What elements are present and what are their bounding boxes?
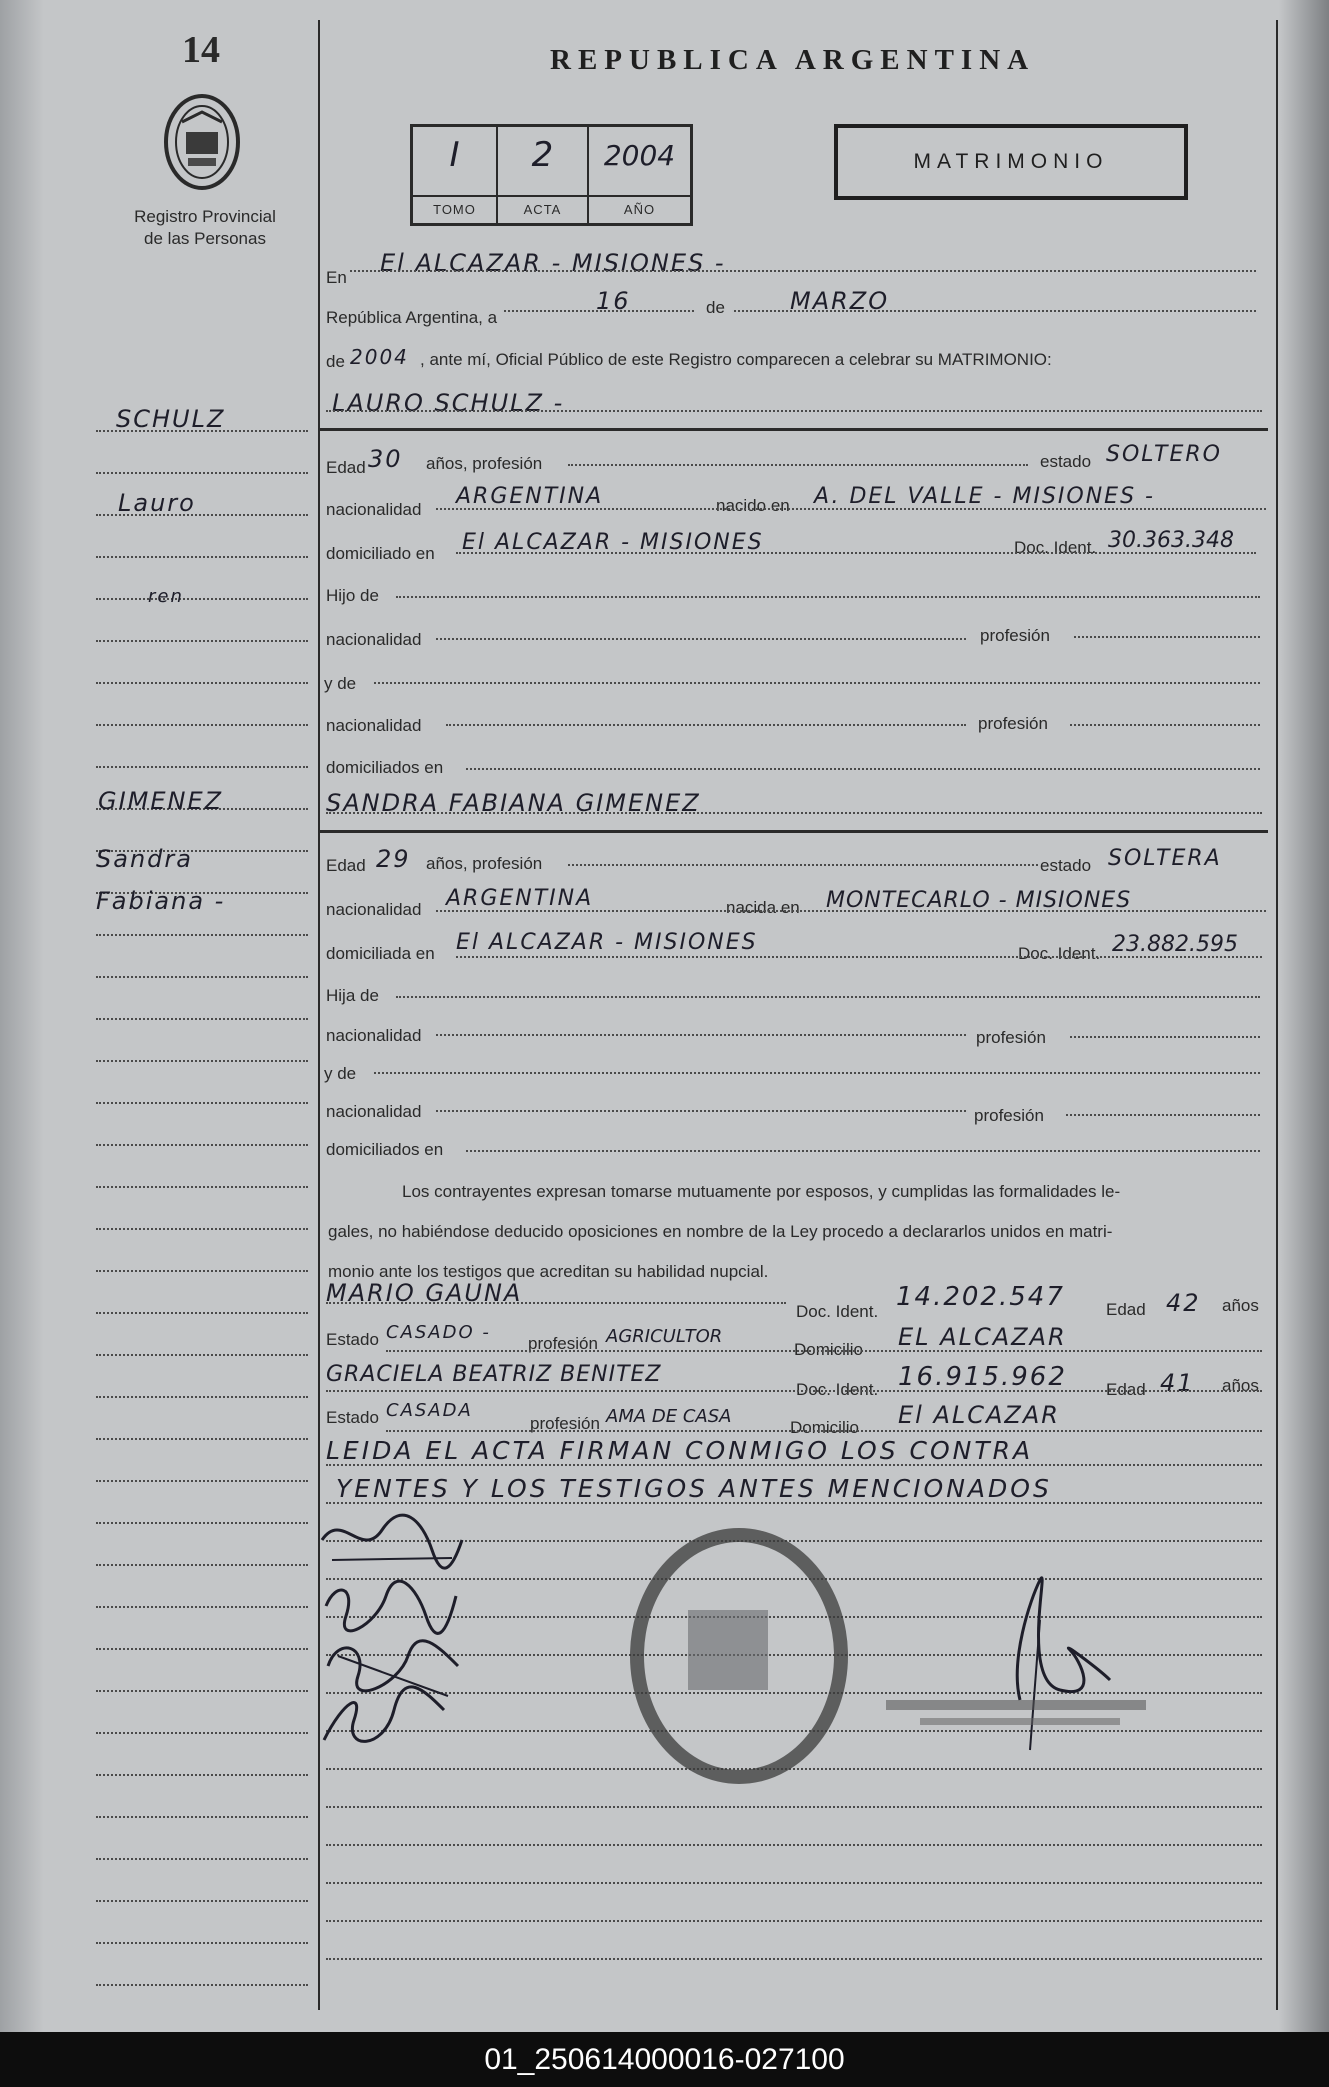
witness2-profession: AMA DE CASA bbox=[606, 1406, 732, 1427]
ano-value: 2004 bbox=[603, 139, 676, 172]
margin-rule bbox=[96, 598, 308, 600]
country-title: REPUBLICA ARGENTINA bbox=[550, 44, 1036, 76]
bride-nacionalidad-label: nacionalidad bbox=[326, 900, 422, 919]
witness2-doc: 16.915.962 bbox=[898, 1362, 1067, 1392]
bride-domicile: El ALCAZAR - MISIONES bbox=[456, 930, 758, 955]
margin-bride-surname: GIMENEZ bbox=[98, 787, 224, 815]
witness1-domicile: EL ALCAZAR bbox=[898, 1323, 1067, 1351]
bride-nac-parent1-label: nacionalidad bbox=[326, 1026, 422, 1045]
acta-label: ACTA bbox=[498, 195, 587, 223]
groom-anos-profesion-label: años, profesión bbox=[426, 454, 543, 473]
groom-profession-line bbox=[568, 464, 1028, 466]
witness1-doc-label: Doc. Ident. bbox=[796, 1302, 879, 1321]
witness2-profesion-label: profesión bbox=[530, 1414, 600, 1433]
bride-domicile-line bbox=[456, 956, 1262, 958]
year-prefix: de bbox=[326, 352, 345, 371]
margin-bride-given-1: Sandra bbox=[96, 845, 193, 873]
bride-nationality-line bbox=[436, 910, 1266, 912]
margin-rule bbox=[96, 1354, 308, 1356]
signature-rule bbox=[326, 1768, 1262, 1770]
declaration-paragraph bbox=[328, 1172, 1258, 1292]
bride-domiciliada-label: domiciliada en bbox=[326, 944, 435, 963]
closing-line-1-rule bbox=[326, 1464, 1262, 1466]
groom-nacido-label: nacido en bbox=[716, 496, 790, 515]
image-id-footer: 01_250614000016-027100 bbox=[0, 2032, 1329, 2087]
signature-rule bbox=[326, 1920, 1262, 1922]
witness2-edad-label: Edad bbox=[1106, 1380, 1146, 1399]
tomo-value: I bbox=[449, 135, 460, 175]
tomo-acta-ano-box bbox=[410, 124, 693, 226]
groom-prof-parent2-line bbox=[1070, 724, 1260, 726]
witness2-anos-label: años bbox=[1222, 1376, 1259, 1395]
witness2-line bbox=[386, 1430, 1262, 1432]
margin-rule bbox=[96, 766, 308, 768]
witness1-line bbox=[386, 1350, 1262, 1352]
witness1-estado-label: Estado bbox=[326, 1330, 379, 1349]
witness1-name-line bbox=[326, 1302, 786, 1304]
margin-rule bbox=[96, 682, 308, 684]
bride-hija-line bbox=[396, 996, 1260, 998]
intro-year: 2004 bbox=[350, 345, 409, 369]
margin-rule bbox=[96, 1018, 308, 1020]
groom-hijo-label: Hijo de bbox=[326, 586, 379, 605]
bride-anos-profesion-label: años, profesión bbox=[426, 854, 543, 873]
witness1-anos-label: años bbox=[1222, 1296, 1259, 1315]
groom-nationality: ARGENTINA bbox=[456, 484, 604, 509]
margin-rule bbox=[96, 976, 308, 978]
margin-rule bbox=[96, 1270, 308, 1272]
official-stamp-emblem bbox=[688, 1610, 768, 1690]
right-border bbox=[1276, 20, 1278, 2010]
witness2-name-line bbox=[326, 1390, 1262, 1392]
margin-rule bbox=[96, 1144, 308, 1146]
margin-rule bbox=[96, 1438, 308, 1440]
groom-signature bbox=[312, 1500, 472, 1585]
bride-domiciliados-line bbox=[466, 1150, 1260, 1152]
groom-domicile: El ALCAZAR - MISIONES bbox=[462, 530, 764, 555]
groom-prof-parent1-line bbox=[1074, 636, 1260, 638]
acta-cell bbox=[498, 127, 589, 223]
bride-edad-label: Edad bbox=[326, 856, 366, 875]
margin-rule bbox=[96, 1858, 308, 1860]
witness1-age: 42 bbox=[1166, 1289, 1201, 1317]
groom-nationality-line bbox=[436, 508, 1266, 510]
witness2-estado: CASADA bbox=[386, 1400, 473, 1421]
bride-nationality: ARGENTINA bbox=[446, 886, 594, 911]
bride-prof-parent2-label: profesión bbox=[974, 1106, 1044, 1125]
intro-sentence: , ante mí, Oficial Público de este Registro comparecen a celebrar su MATRIMONIO: bbox=[420, 350, 1052, 369]
intro-day-line bbox=[504, 310, 694, 312]
groom-domicile-line bbox=[456, 552, 1256, 554]
margin-rule bbox=[96, 1186, 308, 1188]
bride-doc-label: Doc. Ident. bbox=[1018, 944, 1101, 963]
bride-name: SANDRA FABIANA GIMENEZ bbox=[326, 789, 701, 817]
signature-rule bbox=[326, 1882, 1262, 1884]
bride-domiciliados-label: domiciliados en bbox=[326, 1140, 444, 1159]
witness2-name: GRACIELA BEATRIZ BENITEZ bbox=[326, 1362, 662, 1387]
witness2-doc-label: Doc. Ident. bbox=[796, 1380, 879, 1399]
groom-nac-parent1-line bbox=[436, 638, 966, 640]
margin-bride-given-2: Fabiana - bbox=[96, 887, 226, 915]
margin-rule bbox=[96, 1606, 308, 1608]
bride-prof-parent1-label: profesión bbox=[976, 1028, 1046, 1047]
margin-rule bbox=[96, 1984, 308, 1986]
province-seal bbox=[162, 92, 242, 192]
margin-rule bbox=[96, 1564, 308, 1566]
bride-estado-label: estado bbox=[1040, 856, 1092, 875]
groom-estado: SOLTERO bbox=[1106, 442, 1222, 467]
margin-rule bbox=[96, 1480, 308, 1482]
margin-rule bbox=[96, 1060, 308, 1062]
groom-y-de-line bbox=[374, 682, 1260, 684]
margin-rule bbox=[96, 1732, 308, 1734]
witness2-signature bbox=[314, 1680, 454, 1765]
groom-prof-parent1-label: profesión bbox=[980, 626, 1050, 645]
groom-domiciliado-label: domiciliado en bbox=[326, 544, 435, 563]
groom-y-de-label: y de bbox=[324, 674, 357, 693]
registry-line-1: Registro Provincial bbox=[134, 207, 276, 226]
margin-note: ren bbox=[148, 586, 184, 607]
margin-rule bbox=[96, 640, 308, 642]
bride-doc: 23.882.595 bbox=[1112, 932, 1238, 957]
closing-line-2: YENTES Y LOS TESTIGOS ANTES MENCIONADOS bbox=[336, 1474, 1052, 1503]
bride-prof-parent2-line bbox=[1066, 1114, 1260, 1116]
en-label: En bbox=[326, 268, 347, 287]
page-edge-shadow bbox=[1279, 0, 1329, 2032]
signature-rule bbox=[326, 1958, 1262, 1960]
bride-y-de-line bbox=[374, 1072, 1260, 1074]
bride-section-rule bbox=[318, 830, 1268, 833]
record-type-box: MATRIMONIO bbox=[834, 124, 1188, 200]
groom-name-line bbox=[326, 410, 1262, 412]
groom-domiciliados-label: domiciliados en bbox=[326, 758, 444, 777]
republica-label: República Argentina, a bbox=[326, 308, 498, 327]
margin-rule bbox=[96, 1228, 308, 1230]
bride-nac-parent2-label: nacionalidad bbox=[326, 1102, 422, 1121]
bride-prof-parent1-line bbox=[1070, 1036, 1260, 1038]
ano-cell bbox=[589, 127, 690, 223]
binding-shadow bbox=[0, 0, 44, 2032]
bride-birthplace: MONTECARLO - MISIONES bbox=[826, 888, 1132, 913]
groom-nacionalidad-label: nacionalidad bbox=[326, 500, 422, 519]
witness2-age: 41 bbox=[1160, 1369, 1195, 1397]
margin-groom-given: Lauro bbox=[118, 489, 196, 517]
page-number: 14 bbox=[182, 29, 220, 71]
witness1-profesion-label: profesión bbox=[528, 1334, 598, 1353]
margin-rule bbox=[96, 472, 308, 474]
intro-place-line bbox=[350, 270, 1256, 272]
registry-line-2: de las Personas bbox=[144, 229, 266, 248]
groom-doc: 30.363.348 bbox=[1108, 528, 1234, 553]
witness2-estado-label: Estado bbox=[326, 1408, 379, 1427]
acta-value: 2 bbox=[531, 135, 554, 175]
witness1-domicilio-label: Domicilio bbox=[794, 1340, 863, 1359]
bride-age: 29 bbox=[376, 845, 411, 873]
bride-estado: SOLTERA bbox=[1108, 846, 1222, 871]
intro-month: MARZO bbox=[790, 287, 890, 315]
ano-label: AÑO bbox=[589, 195, 690, 223]
bride-name-line bbox=[326, 812, 1262, 814]
registry-name bbox=[120, 206, 290, 250]
tomo-cell bbox=[413, 127, 498, 223]
declaration-line-2: gales, no habiéndose deducido oposiciones en nombre de la Ley procedo a declararlos unidos en matri- bbox=[328, 1222, 1113, 1241]
bride-nac-parent2-line bbox=[436, 1110, 966, 1112]
margin-rule bbox=[96, 1102, 308, 1104]
groom-doc-label: Doc. Ident. bbox=[1014, 538, 1097, 557]
groom-prof-parent2-label: profesión bbox=[978, 714, 1048, 733]
witness1-doc: 14.202.547 bbox=[896, 1282, 1065, 1312]
margin-rule bbox=[96, 934, 308, 936]
bride-nac-parent1-line bbox=[436, 1034, 966, 1036]
margin-rule bbox=[96, 1522, 308, 1524]
margin-rule bbox=[96, 1942, 308, 1944]
witness2-domicile: El ALCAZAR bbox=[898, 1401, 1060, 1429]
declaration-line-3: monio ante los testigos que acreditan su habilidad nupcial. bbox=[328, 1262, 769, 1281]
margin-rule bbox=[96, 1396, 308, 1398]
margin-rule bbox=[96, 1774, 308, 1776]
groom-nac-parent1-label: nacionalidad bbox=[326, 630, 422, 649]
margin-rule bbox=[96, 1816, 308, 1818]
witness2-domicilio-label: Domicilio bbox=[790, 1418, 859, 1437]
groom-edad-label: Edad bbox=[326, 458, 366, 477]
signature-rule bbox=[326, 1844, 1262, 1846]
bride-y-de-label: y de bbox=[324, 1064, 357, 1083]
de-label: de bbox=[706, 298, 725, 317]
groom-estado-label: estado bbox=[1040, 452, 1092, 471]
groom-name: LAURO SCHULZ - bbox=[332, 389, 565, 417]
signature-rule bbox=[326, 1806, 1262, 1808]
official-name-stamp bbox=[880, 1692, 1160, 1736]
bride-hija-label: Hija de bbox=[326, 986, 379, 1005]
witness1-edad-label: Edad bbox=[1106, 1300, 1146, 1319]
margin-groom-surname: SCHULZ bbox=[116, 405, 226, 433]
tomo-label: TOMO bbox=[413, 195, 496, 223]
groom-hijo-line bbox=[396, 596, 1260, 598]
intro-place: El ALCAZAR - MISIONES - bbox=[380, 249, 726, 277]
bride-nacida-label: nacida en bbox=[726, 898, 800, 917]
groom-domiciliados-line bbox=[466, 768, 1260, 770]
groom-nac-parent2-label: nacionalidad bbox=[326, 716, 422, 735]
witness1-name: MARIO GAUNA bbox=[326, 1279, 523, 1307]
groom-birthplace: A. DEL VALLE - MISIONES - bbox=[814, 484, 1155, 509]
groom-section-rule bbox=[318, 428, 1268, 431]
bride-profession-line bbox=[568, 864, 1038, 866]
intro-month-line bbox=[734, 310, 1256, 312]
closing-line-1: LEIDA EL ACTA FIRMAN CONMIGO LOS CONTRA bbox=[326, 1436, 1034, 1465]
margin-rule bbox=[96, 556, 308, 558]
groom-age: 30 bbox=[368, 445, 403, 473]
margin-rule bbox=[96, 1690, 308, 1692]
margin-rule bbox=[96, 1312, 308, 1314]
margin-rule bbox=[96, 724, 308, 726]
witness1-profession: AGRICULTOR bbox=[606, 1326, 723, 1347]
intro-day: 16 bbox=[596, 287, 631, 315]
declaration-line-1: Los contrayentes expresan tomarse mutuamente por esposos, y cumplidas las formalidades le- bbox=[402, 1182, 1121, 1201]
witness1-estado: CASADO - bbox=[386, 1322, 491, 1343]
margin-rule bbox=[96, 1648, 308, 1650]
margin-rule bbox=[96, 1900, 308, 1902]
groom-nac-parent2-line bbox=[446, 724, 966, 726]
